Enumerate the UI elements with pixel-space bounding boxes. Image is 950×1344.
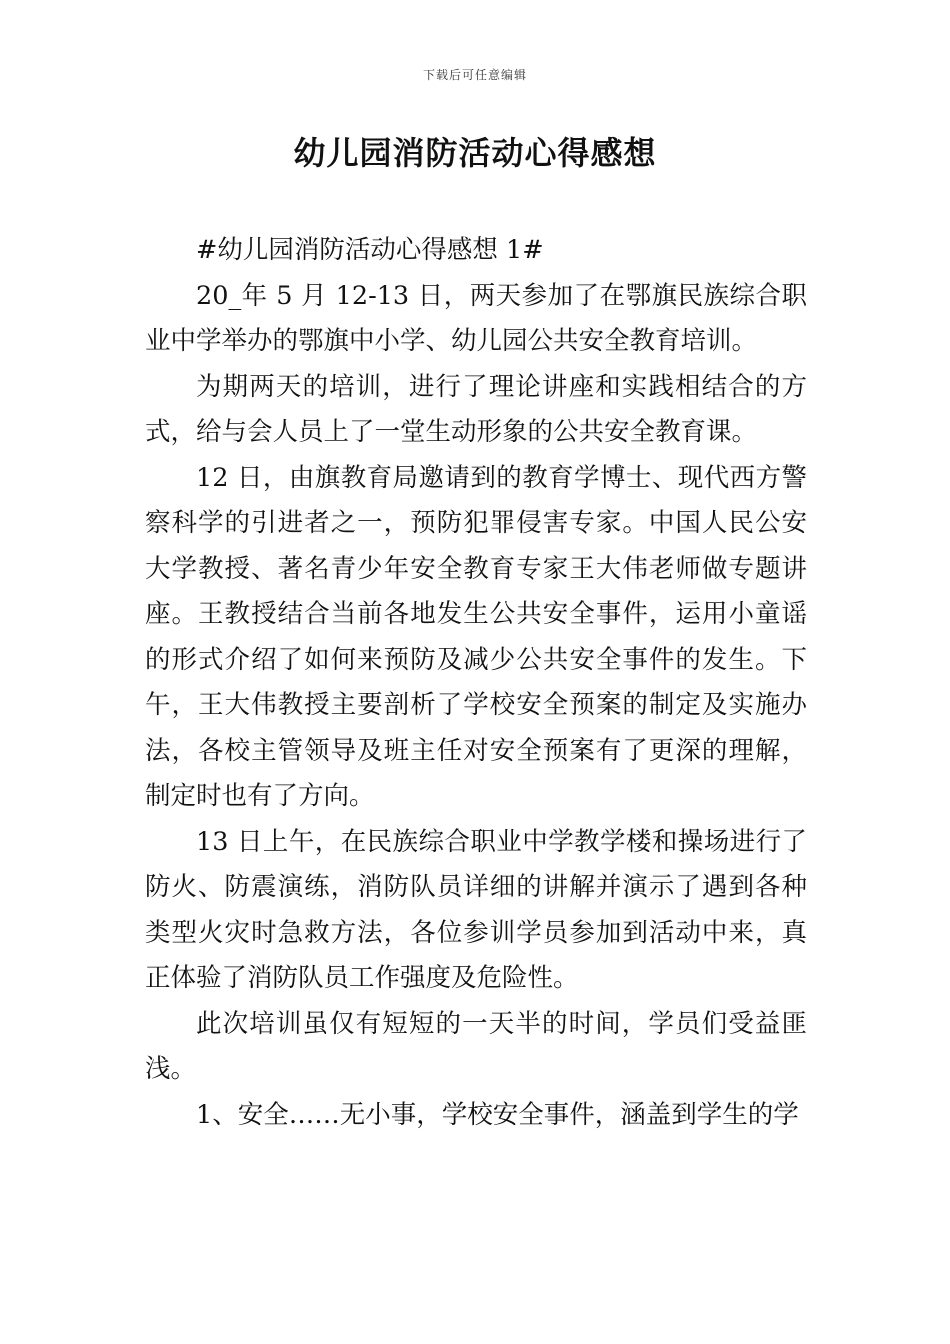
paragraph: 12 日，由旗教育局邀请到的教育学博士、现代西方警察科学的引进者之一，预防犯罪侵害专家。中国人民公安大学教授、著名青少年安全教育专家王大伟老师做专题讲座。王教授结合当前各地发生公共安全事件，运用小童谣的形式介绍了如何来预防及减少公共安全事件的发生。下午，王大伟教授主要剖析了学校安全预案的制定及实施办法，各校主管领导及班主任对安全预案有了更深的理解，制定时也有了方向。 bbox=[145, 462, 807, 811]
paragraph: 20_年 5 月 12-13 日，两天参加了在鄂旗民族综合职业中学举办的鄂旗中小学、幼儿园公共安全教育培训。 bbox=[145, 280, 807, 356]
paragraph: 1、安全……无小事，学校安全事件，涵盖到学生的学 bbox=[196, 1099, 799, 1130]
paragraph: 13 日上午，在民族综合职业中学教学楼和操场进行了防火、防震演练，消防队员详细的讲解并演示了遇到各种类型火灾时急救方法，各位参训学员参加到活动中来，真正体验了消防队员工作强度及危险性。 bbox=[145, 826, 807, 993]
document-title: 幼儿园消防活动心得感想 bbox=[293, 134, 657, 172]
paragraph: 此次培训虽仅有短短的一天半的时间，学员们受益匪浅。 bbox=[145, 1008, 807, 1084]
paragraph: 为期两天的培训，进行了理论讲座和实践相结合的方式，给与会人员上了一堂生动形象的公共安全教育课。 bbox=[145, 371, 807, 447]
paragraph-subheading: #幼儿园消防活动心得感想 1# bbox=[196, 235, 544, 265]
header-note: 下载后可任意编辑 bbox=[422, 68, 527, 82]
document-body bbox=[145, 228, 807, 1138]
